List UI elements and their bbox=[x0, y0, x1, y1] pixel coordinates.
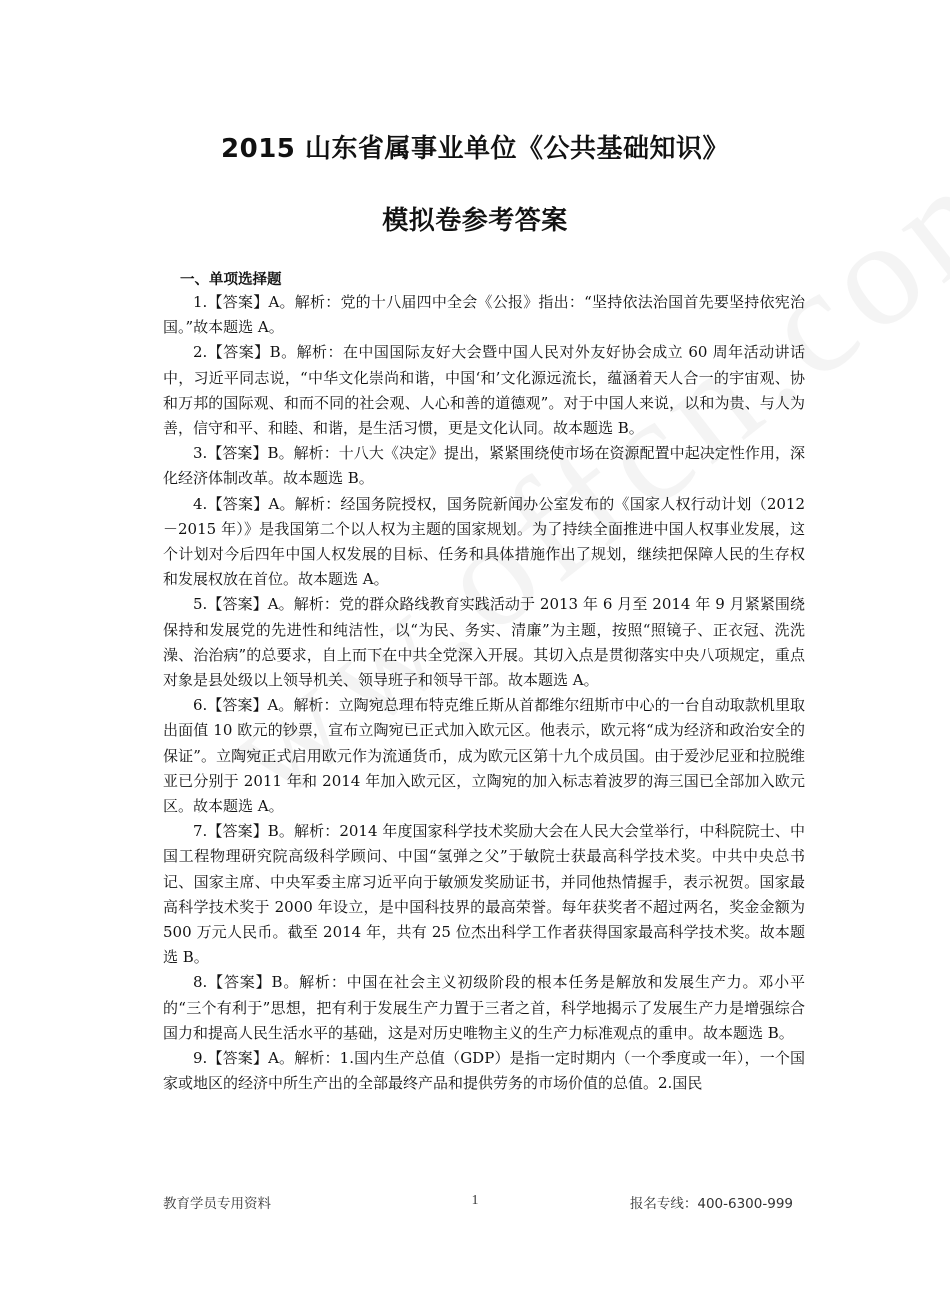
answer-paragraph: 3.【答案】B。解析：十八大《决定》提出，紧紧围绕使市场在资源配置中起决定性作用，深化经济体制改革。故本题选 B。 bbox=[163, 444, 805, 488]
page-subtitle: 模拟卷参考答案 bbox=[382, 206, 568, 236]
section-heading: 一、单项选择题 bbox=[180, 272, 282, 288]
answer-paragraph: 2.【答案】B。解析：在中国国际友好大会暨中国人民对外友好协会成立 60 周年活动讲话中，习近平同志说，“中华文化崇尚和谐，中国‘和’文化源远流长，蕴涵着天人合一的宇宙观、协和万邦的国际观、和而不同的社会观、人心和善的道德观”。对于中国人来说，以和为贵、与人为善，信守和平、和睦、和谐，是生活习惯，更是文化认同。故本题选 B。 bbox=[163, 343, 805, 438]
answer-paragraph: 7.【答案】B。解析：2014 年度国家科学技术奖励大会在人民大会堂举行，中科院院士、中国工程物理研究院高级科学顾问、中国“氢弹之父”于敏院士获最高科学技术奖。中共中央总书记、国家主席、中央军委主席习近平向于敏颁发奖励证书，并同他热情握手，表示祝贺。国家最高科学技术奖于 2000 年设立，是中国科技界的最高荣誉。每年获奖者不超过两名，奖金金额为 500 万元人民币。截至 2014 年，共有 25 位杰出科学工作者获得国家最高科学技术奖。故本题选 B。 bbox=[163, 822, 805, 967]
page-number: 1 bbox=[471, 1192, 479, 1207]
answer-list bbox=[163, 290, 805, 1097]
footer-hotline: 报名专线：400-6300-999 bbox=[629, 1196, 793, 1212]
page-title: 2015 山东省属事业单位《公共基础知识》 bbox=[221, 134, 729, 164]
answer-paragraph: 4.【答案】A。解析：经国务院授权，国务院新闻办公室发布的《国家人权行动计划（2012－2015 年）》是我国第二个以人权为主题的国家规划。为了持续全面推进中国人权事业发展，这个计划对今后四年中国人权发展的目标、任务和具体措施作出了规划，继续把保障人民的生存权和发展权放在首位。故本题选 A。 bbox=[163, 494, 805, 589]
answer-paragraph: 6.【答案】A。解析：立陶宛总理布特克维丘斯从首都维尔纽斯市中心的一台自动取款机里取出面值 10 欧元的钞票，宣布立陶宛已正式加入欧元区。他表示，欧元将“成为经济和政治安全的保证”。立陶宛正式启用欧元作为流通货币，成为欧元区第十九个成员国。由于爱沙尼亚和拉脱维亚已分别于 2011 年和 2014 年加入欧元区，立陶宛的加入标志着波罗的海三国已全部加入欧元区。故本题选 A。 bbox=[163, 696, 805, 816]
answer-paragraph: 8.【答案】B。解析：中国在社会主义初级阶段的根本任务是解放和发展生产力。邓小平的“三个有利于”思想，把有利于发展生产力置于三者之首，科学地揭示了发展生产力是增强综合国力和提高人民生活水平的基础，这是对历史唯物主义的生产力标准观点的重申。故本题选 B。 bbox=[163, 973, 805, 1042]
answer-paragraph: 5.【答案】A。解析：党的群众路线教育实践活动于 2013 年 6 月至 2014 年 9 月紧紧围绕保持和发展党的先进性和纯洁性，以“为民、务实、清廉”为主题，按照“照镜子、正衣冠、洗洗澡、治治病”的总要求，自上而下在中共全党深入开展。其切入点是贯彻落实中央八项规定，重点对象是县处级以上领导机关、领导班子和领导干部。故本题选 A。 bbox=[163, 595, 805, 690]
answer-paragraph: 9.【答案】A。解析：1.国内生产总值（GDP）是指一定时期内（一个季度或一年），一个国家或地区的经济中所生产出的全部最终产品和提供劳务的市场价值的总值。2.国民 bbox=[163, 1049, 805, 1093]
answer-paragraph: 1.【答案】A。解析：党的十八届四中全会《公报》指出：“坚持依法治国首先要坚持依宪治国。”故本题选 A。 bbox=[163, 293, 805, 337]
footer-left-label: 教育学员专用资料 bbox=[163, 1196, 271, 1212]
